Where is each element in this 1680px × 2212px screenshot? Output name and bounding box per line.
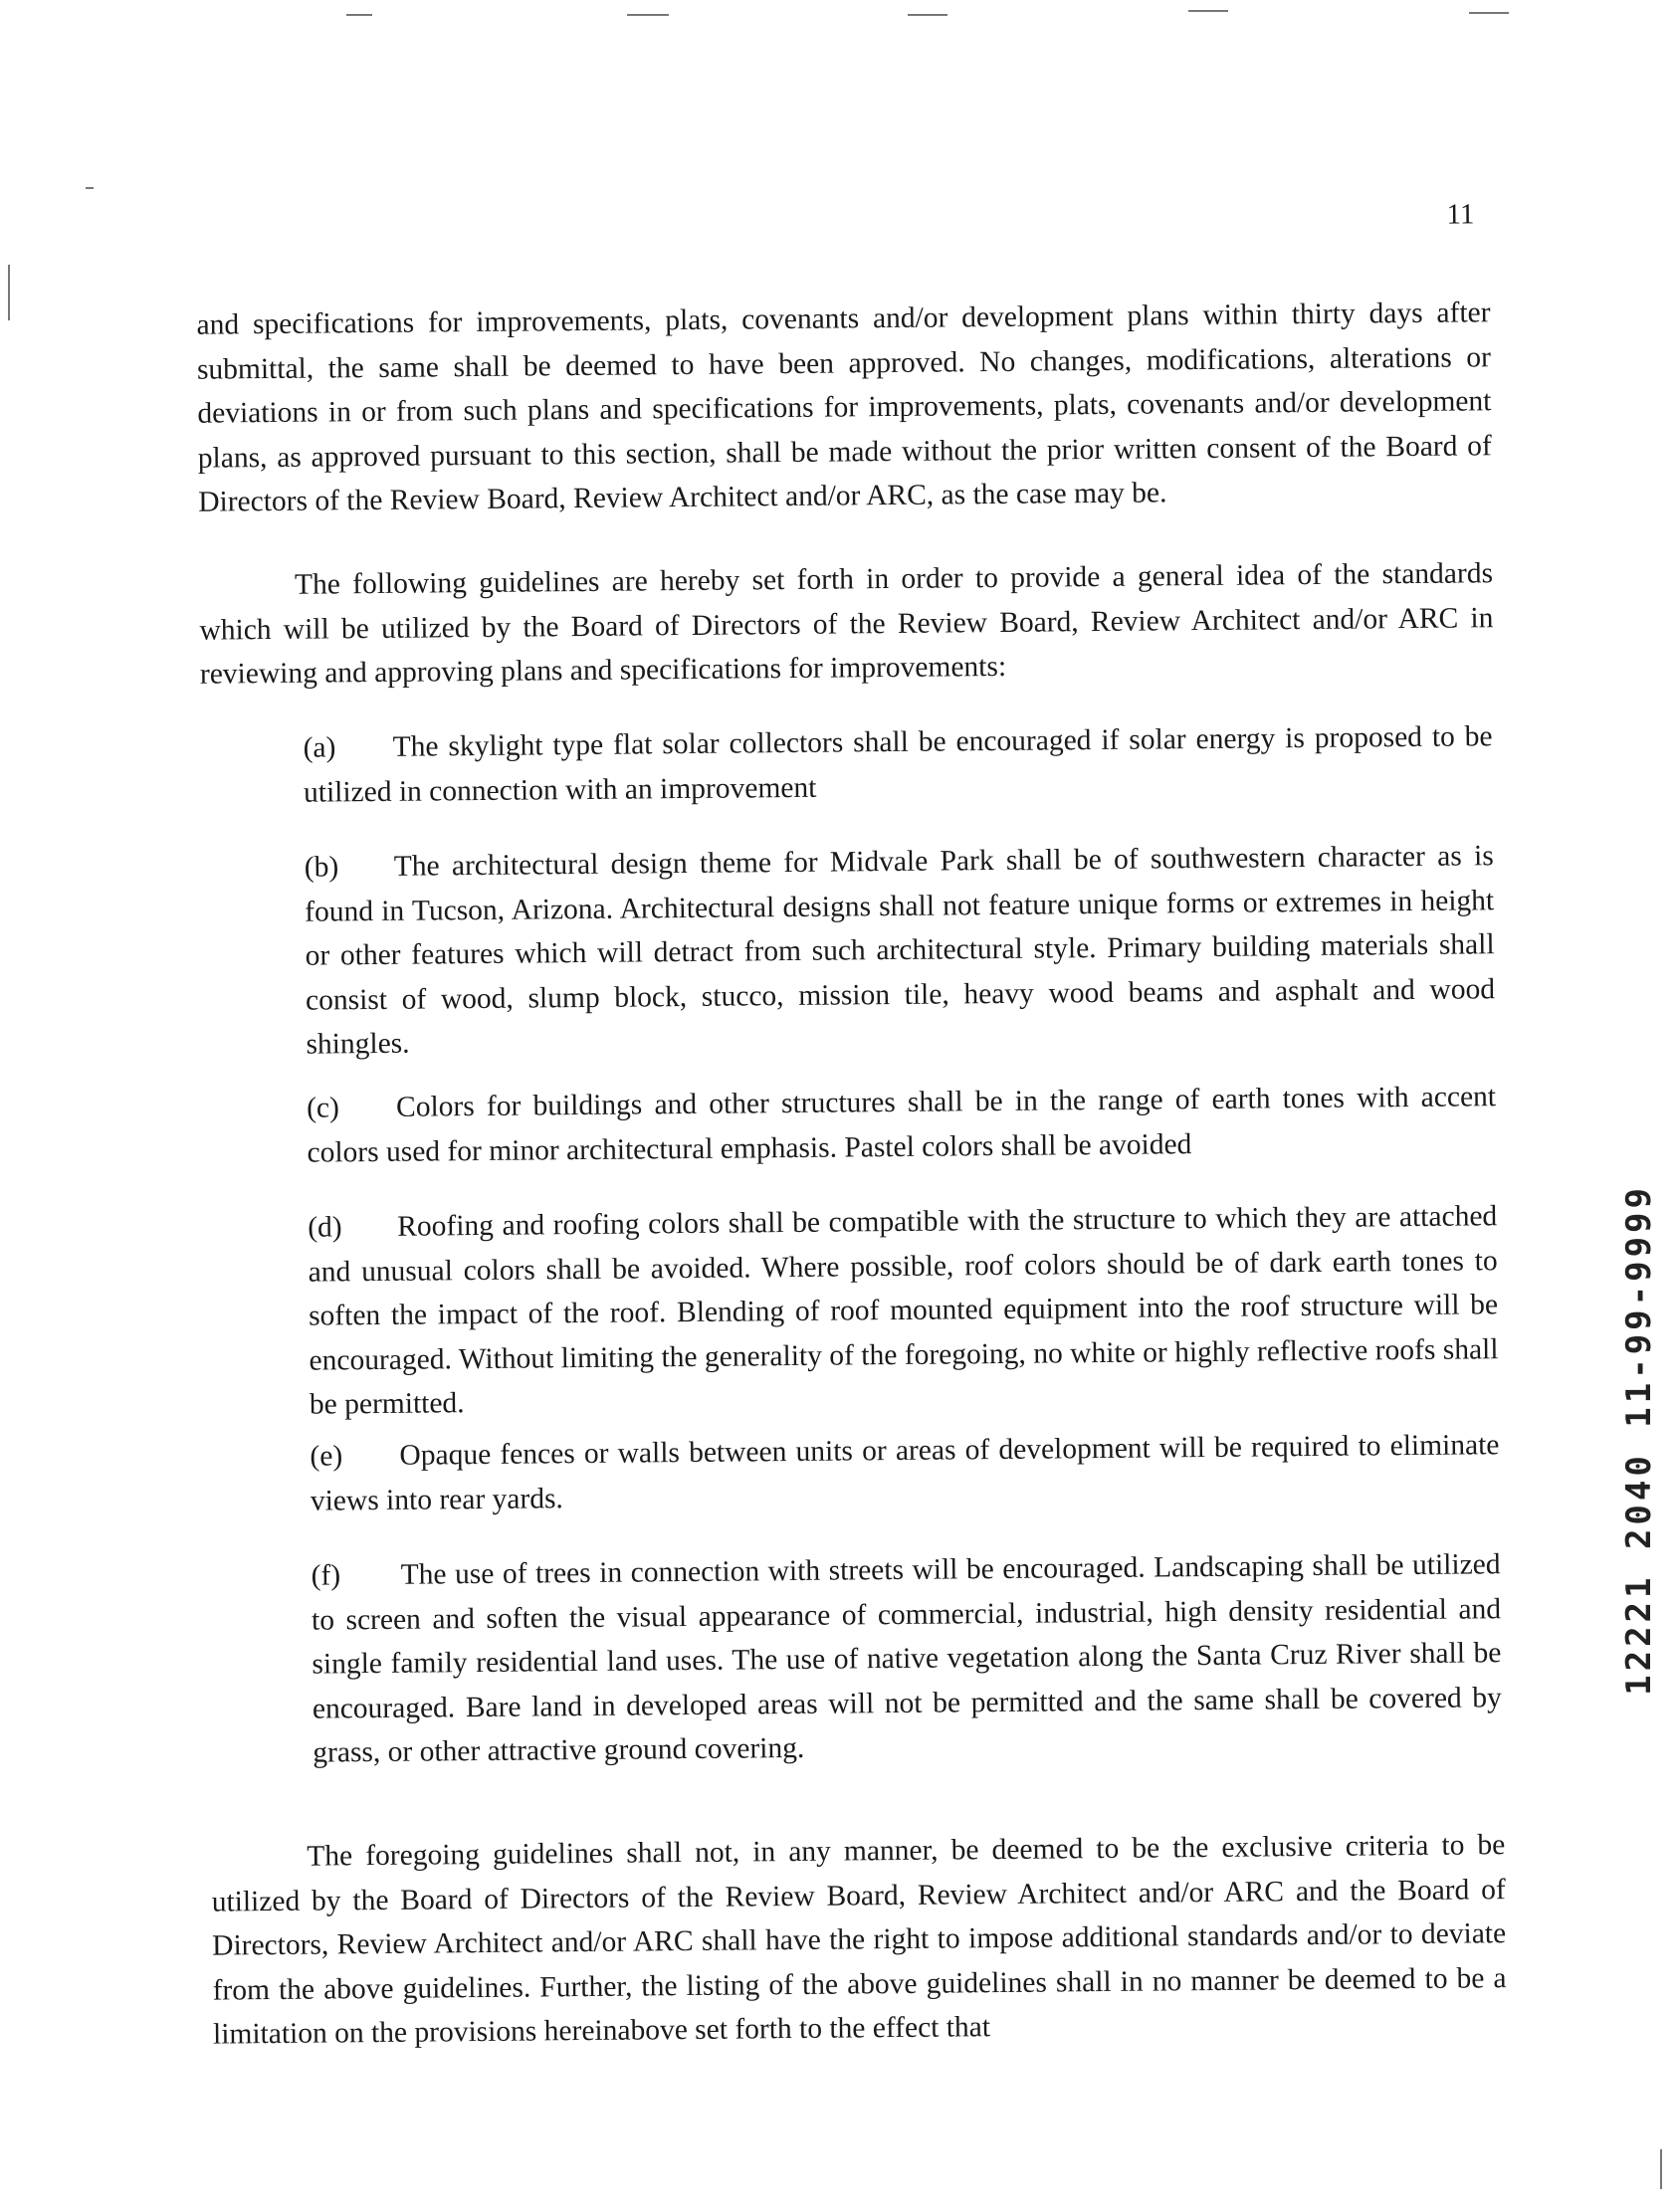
guideline-text: The use of trees in connection with streets will be encouraged. Landscaping shall be utilized to screen and soften the visual appearance of commercial, industrial, high density residential and single family residential land uses. The use of native vegetation along the Santa Cruz River shall be encouraged. Bare land in developed areas will not be permitted and the same shall be covered by grass, or other attractive ground covering. — [311, 1548, 1502, 1769]
page-number: 11 — [1446, 198, 1475, 231]
guideline-d — [308, 1194, 1499, 1427]
paragraph-foregoing: The foregoing guidelines shall not, in any manner, be deemed to be the exclusive criteria to be utilized by the Board of Directors of the Review Board, Review Architect and/or ARC and the Board of Directors, Review Architect and/or ARC shall have the right to impose additional standards and/or to deviate from the above guidelines. Further, the listing of the above guidelines shall in no manner be deemed to be a limitation on the provisions hereinabove set forth to the effect that — [211, 1829, 1507, 2051]
guideline-e — [310, 1423, 1500, 1522]
guideline-text: Roofing and roofing colors shall be compatible with the structure to which they are attached and unusual colors shall be avoided. Where possible, roof colors should be of dark earth tones to soften the impact of the roof. Blending of roof mounted equipment into the roof structure will be encouraged. Without limiting the generality of the foregoing, no white or highly reflective roofs shall be permitted. — [308, 1200, 1499, 1421]
guideline-label: (f) — [311, 1559, 341, 1592]
recording-number: 12221 2040 11-99-9999 — [1619, 1184, 1659, 1696]
guideline-label: (a) — [303, 731, 336, 764]
paragraph-guidelines-intro: The following guidelines are hereby set forth in order to provide a general idea of the standards which will be utilized by the Board of Directors of the Review Board, Review Architect and/or ARC in reviewing and approving plans and specifications for improvements: — [199, 557, 1494, 691]
guideline-label: (b) — [304, 851, 339, 884]
guideline-label: (e) — [310, 1440, 343, 1473]
guideline-text: Opaque fences or walls between units or areas of development will be required to eliminate views into rear yards. — [310, 1429, 1500, 1517]
guideline-c — [307, 1075, 1497, 1174]
paragraph-approval: and specifications for improvements, plats, covenants and/or development plans within thirty days after submittal, the same shall be deemed to have been approved. No changes, modifications, alterations or deviations in or from such plans and specifications for improvements, plats, covenants and/or development plans, as approved pursuant to this section, shall be made without the prior written consent of the Board of Directors of the Review Board, Review Architect and/or ARC, as the case may be. — [196, 297, 1492, 518]
guideline-f — [311, 1542, 1502, 1775]
guideline-a — [303, 714, 1493, 814]
guideline-label: (c) — [306, 1092, 340, 1124]
guideline-text: The skylight type flat solar collectors shall be encouraged if solar energy is proposed to be utilized in connection with an improvement — [303, 720, 1493, 809]
guideline-text: Colors for buildings and other structures shall be in the range of earth tones with accent colors used for minor architectural emphasis. Pastel colors shall be avoided — [307, 1081, 1497, 1169]
guideline-b — [305, 834, 1496, 1067]
guideline-text: The architectural design theme for Midvale Park shall be of southwestern character as is found in Tucson, Arizona. Architectural designs shall not feature unique forms or extremes in height or other features which will detract from such architectural style. Primary building materials shall consist of wood, slump block, stucco, mission tile, heavy wood beams and asphalt and wood shingles. — [305, 840, 1496, 1061]
guideline-label: (d) — [308, 1211, 342, 1244]
